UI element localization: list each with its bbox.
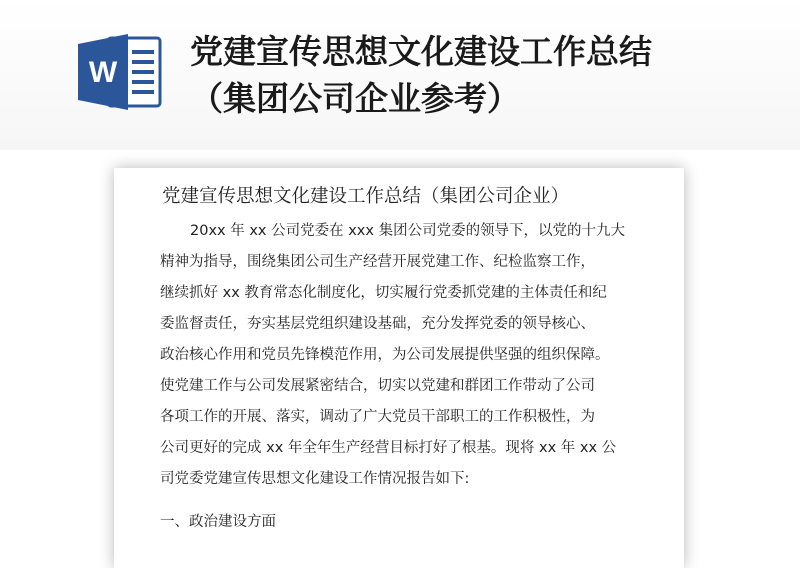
document-body — [160, 216, 660, 538]
paragraph-line: 公司更好的完成 xx 年全年生产经营目标打好了根基。现将 xx 年 xx 公 — [160, 440, 617, 456]
paragraph-line: 司党委党建宣传思想文化建设工作情况报告如下: — [160, 471, 470, 487]
paragraph-line: 20xx 年 xx 公司党委在 xxx 集团公司党委的领导下，以党的十九大 — [190, 223, 626, 239]
paragraph-line: 各项工作的开展、落实，调动了广大党员干部职工的工作积极性，为 — [160, 409, 595, 425]
title-line-2: （集团公司企业参考） — [190, 79, 520, 118]
paragraph-line: 政治核心作用和党员先锋模范作用，为公司发展提供坚强的组织保障。 — [160, 347, 610, 363]
paragraph-line: 委监督责任，夯实基层党组织建设基础，充分发挥党委的领导核心、 — [160, 316, 595, 332]
word-icon-letter: W — [88, 56, 118, 89]
document-title: 党建宣传思想文化建设工作总结（集团公司企业） — [162, 186, 570, 207]
word-document-icon — [78, 32, 164, 112]
paragraph-line: 继续抓好 xx 教育常态化制度化，切实履行党委抓党建的主体责任和纪 — [160, 285, 607, 301]
header-banner — [0, 0, 800, 150]
section-heading: 一、政治建设方面 — [160, 514, 276, 530]
document-page — [114, 168, 684, 568]
title-line-1: 党建宣传思想文化建设工作总结 — [190, 32, 652, 71]
paragraph-line: 精神为指导，围绕集团公司生产经营开展党建工作、纪检监察工作， — [160, 254, 595, 270]
page-title — [190, 28, 790, 122]
paragraph-line: 使党建工作与公司发展紧密结合，切实以党建和群团工作带动了公司 — [160, 378, 595, 394]
